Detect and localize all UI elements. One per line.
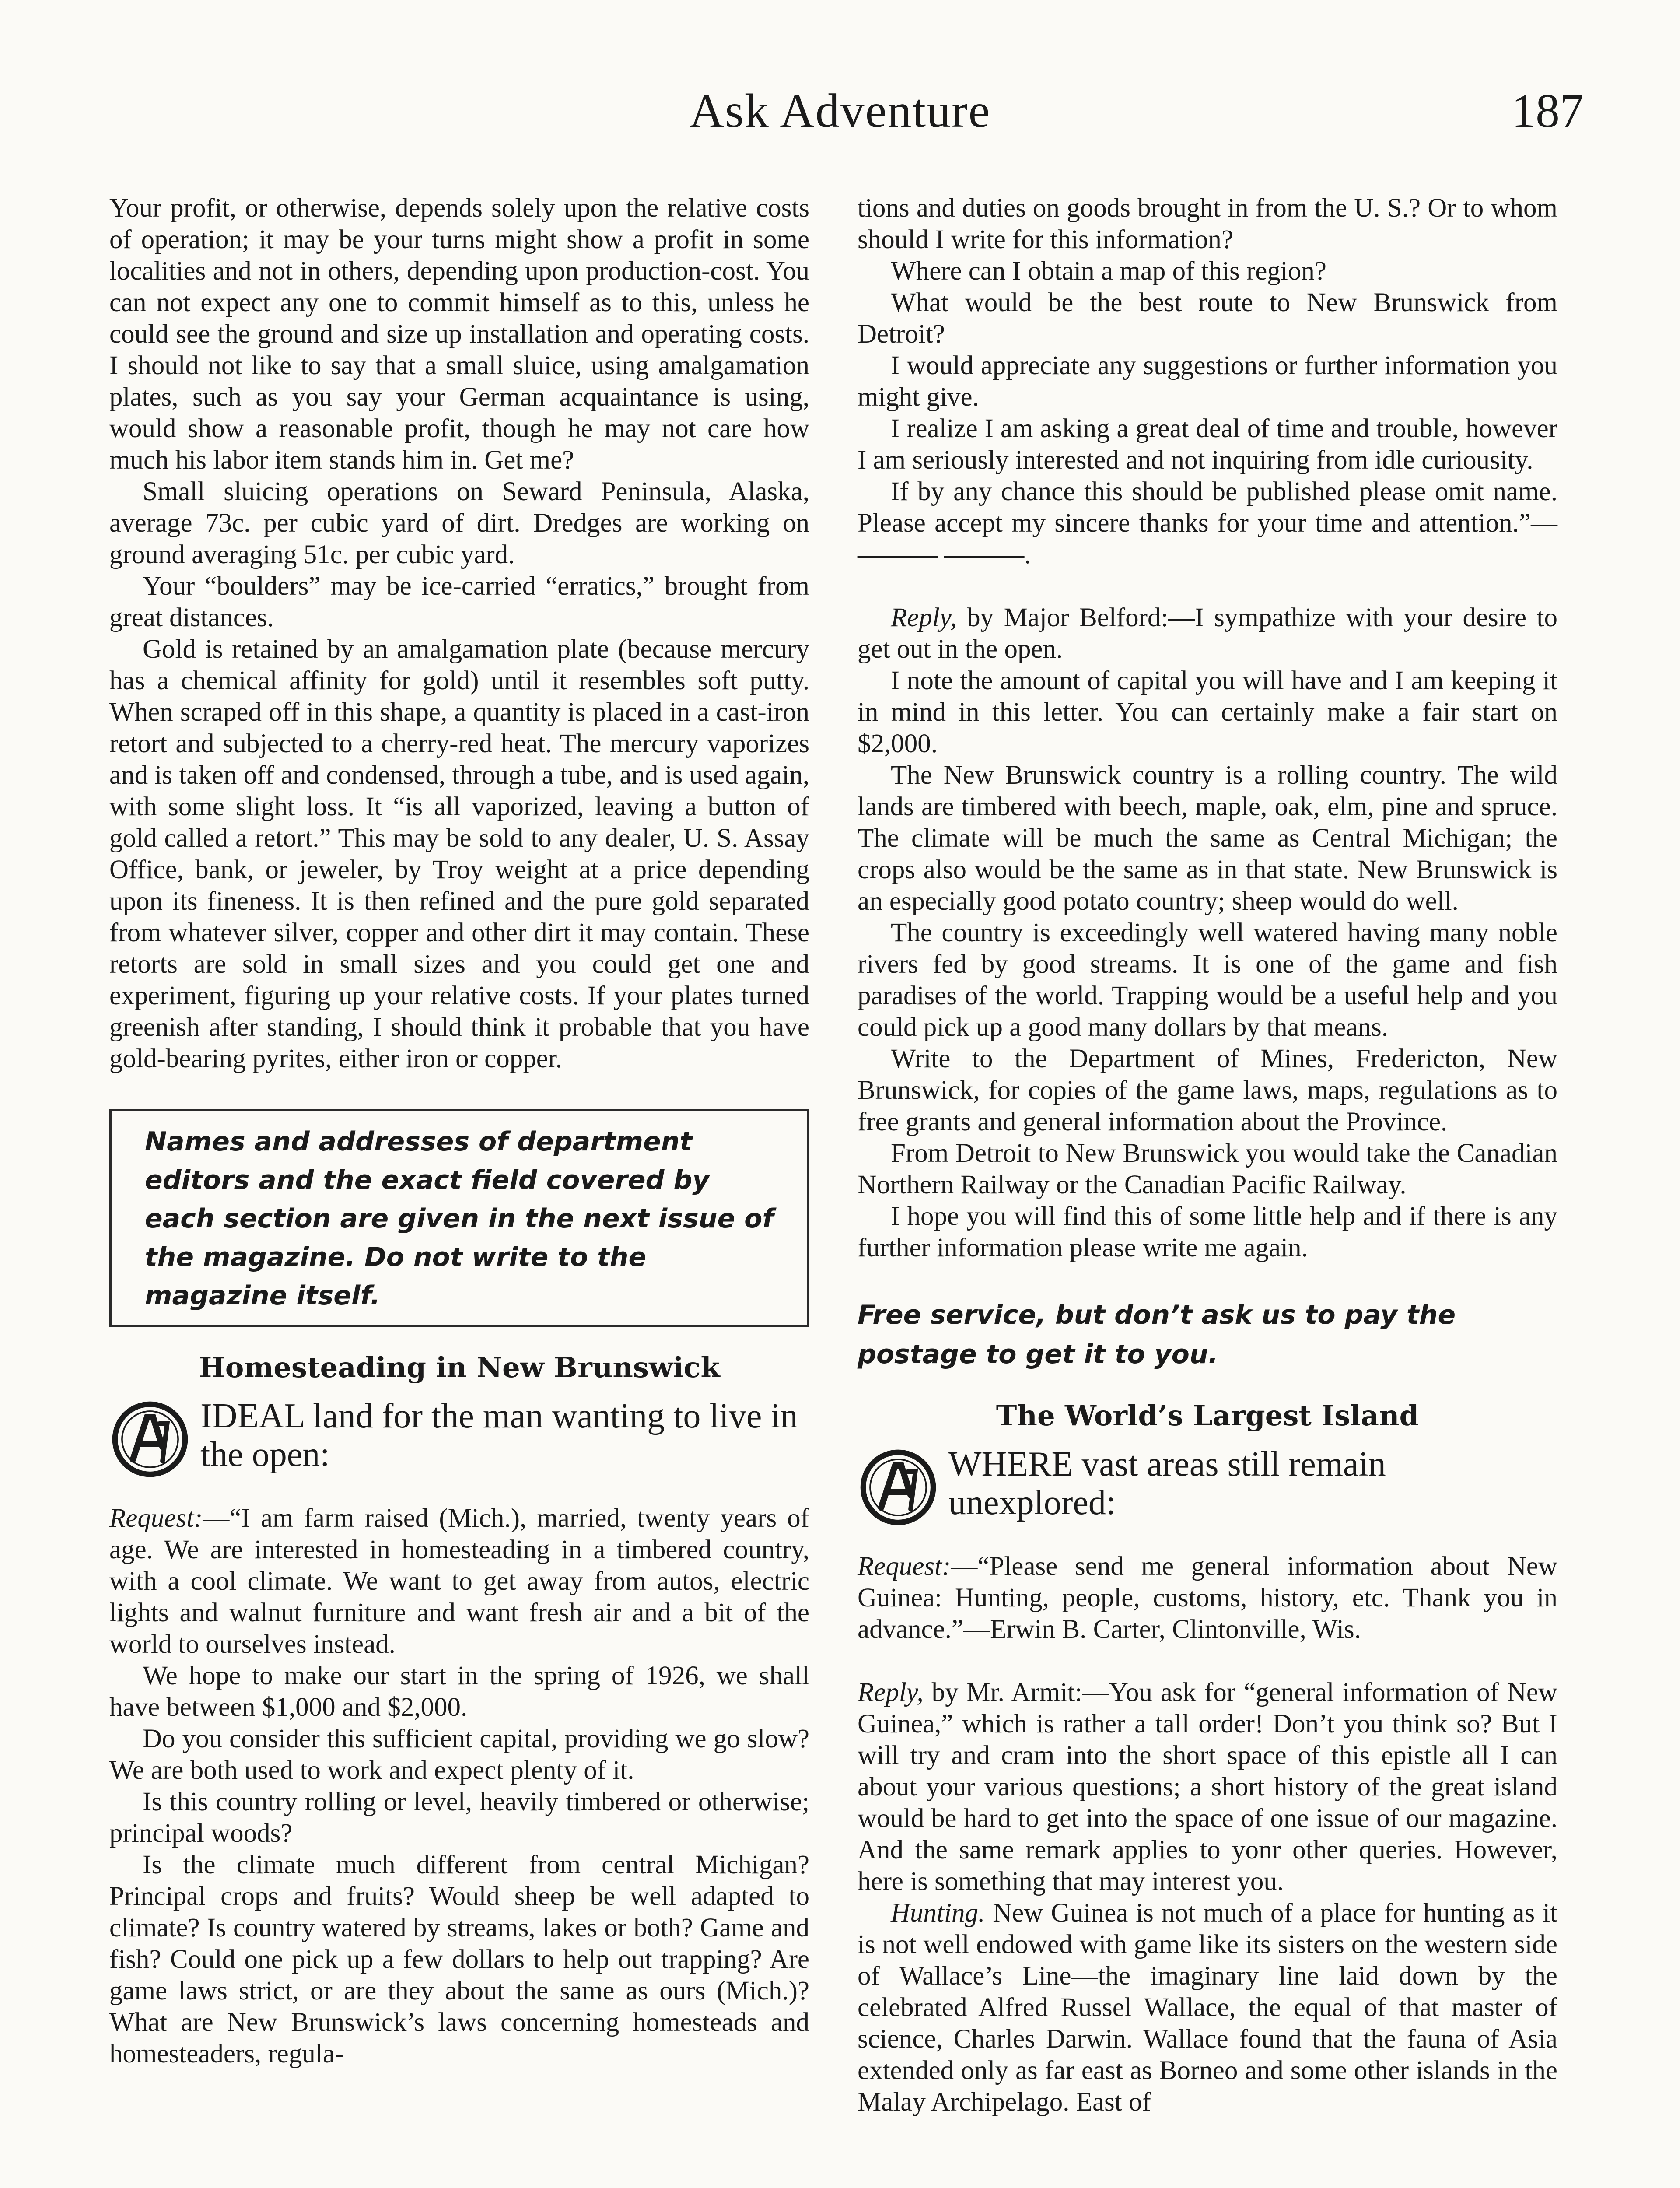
request-paragraph — [858, 1551, 1558, 1645]
reply-label: Reply, — [858, 1678, 924, 1707]
request-paragraph — [109, 1503, 809, 1660]
hunting-text: New Guinea is not much of a place for hunting as it is not well endowed with game like its sisters on the western side of Wallace’s Line—the imaginary line laid down by the celebrated Alfred Russel Wallace, the equal of that master of science, Charles Darwin. Wallace found that the fauna of Asia extended only as far east as Borneo and some other islands in the Malay Archipelago. East of — [858, 1898, 1558, 2117]
paragraph: I hope you will find this of some little help and if there is any further information please write me again. — [858, 1202, 1558, 1262]
reply-paragraph — [858, 1677, 1558, 1897]
running-header: Ask Adventure — [689, 84, 991, 137]
intro-text: IDEAL land for the man wanting to live in the open: — [200, 1397, 798, 1474]
paragraph: What would be the best route to New Brunswick from Detroit? — [858, 288, 1558, 349]
hunting-label: Hunting. — [891, 1898, 985, 1928]
ask-adventure-logo-icon — [859, 1448, 937, 1526]
spacer — [858, 571, 1558, 602]
paragraph: I realize I am asking a great deal of time and trouble, however I am seriously interested and not inquiring from idle curiousity. — [858, 414, 1558, 475]
paragraph: Is this country rolling or level, heavily timbered or otherwise; principal woods? — [109, 1787, 809, 1848]
request-label: Request: — [858, 1552, 951, 1581]
intro-text: WHERE vast areas still remain unexplored: — [948, 1445, 1386, 1522]
paragraph: Your profit, or otherwise, depends solely upon the relative costs of operation; it may be your turns might show a profit in some localities and not in others, depending upon production-cost. You can not expect any one to commit himself as to this, unless he could see the ground and size up installation and operating costs. I should not like to say that a small sluice, using amalgamation plates, such as you say your German acquaintance is using, would show a reasonable profit, though he may not care how much his labor item stands him in. Get me? — [109, 193, 809, 475]
reply-text: by Major Belford:—I sympathize with your desire to get out in the open. — [858, 603, 1558, 664]
reply-label: Reply, — [891, 603, 957, 632]
right-column — [858, 193, 1558, 2118]
reply-text: by Mr. Armit:—You ask for “general information of New Guinea,” which is rather a tall order! Don’t you think so? But I will try and cram into the short space of this epistle all I can about your various questions; a short history of the great island would be hard to get into the space of one issue of our magazine. And the same remark applies to yonr other queries. However, here is something that may interest you. — [858, 1678, 1558, 1896]
paragraph: We hope to make our start in the spring of 1926, we shall have between $1,000 and $2,000. — [109, 1661, 809, 1722]
paragraph: Gold is retained by an amalgamation plate (because mercury has a chemical affinity for gold) until it resembles soft putty. When scraped off in this shape, a quantity is placed in a cast-iron retort and subjected to a cherry-red heat. The mercury vaporizes and is taken off and condensed, through a tube, and is used again, with some slight loss. It “is all vaporized, leaving a button of gold called a retort.” This may be sold to any dealer, U. S. Assay Office, bank, or jeweler, by Troy weight at a price depending upon its fineness. It is then refined and the pure gold separated from whatever silver, copper and other dirt it may contain. These retorts are sold in small sizes and you could get one and experiment, figuring up your relative costs. If your plates turned greenish after standing, I should think it probable that you have gold-bearing pyrites, either iron or copper. — [109, 635, 809, 1073]
free-service-notice: Free service, but don’t ask us to pay the postage to get it to you. — [858, 1300, 1456, 1370]
page-number: 187 — [1512, 84, 1584, 137]
paragraph: Is the climate much different from central Michigan? Principal crops and fruits? Would sheep be well adapted to climate? Is country watered by streams, lakes or both? Game and fish? Could one pick up a few dollars to help out trapping? Are game laws strict, or are they about the same as ours (Mich.)? What are New Brunswick’s laws concerning homesteads and homesteaders, regula- — [109, 1850, 809, 2069]
paragraph: I note the amount of capital you will have and I am keeping it in mind in this letter. You can certainly make a fair start on $2,000. — [858, 666, 1558, 758]
section-heading: Homesteading in New Brunswick — [199, 1351, 720, 1384]
spacer — [858, 1645, 1558, 1677]
paragraph: Small sluicing operations on Seward Peninsula, Alaska, average 73c. per cubic yard of dirt. Dredges are working on ground averaging 51c. per cubic yard. — [109, 477, 809, 569]
paragraph: If by any chance this should be published please omit name. Please accept my sincere thanks for your time and attention.”— ——— ———. — [858, 477, 1558, 569]
paragraph: Do you consider this sufficient capital, providing we go slow? We are both used to work and expect plenty of it. — [109, 1724, 809, 1785]
paragraph: Your “boulders” may be ice-carried “erratics,” brought from great distances. — [109, 572, 809, 632]
paragraph: I would appreciate any suggestions or further information you might give. — [858, 351, 1558, 412]
paragraph: The country is exceedingly well watered having many noble rivers fed by good streams. It is one of the game and fish paradises of the world. Trapping would be a useful help and you could pick up a good many dollars by that means. — [858, 918, 1558, 1042]
paragraph: From Detroit to New Brunswick you would take the Canadian Northern Railway or the Canadian Pacific Railway. — [858, 1139, 1558, 1199]
section-intro — [858, 1445, 1558, 1526]
hunting-paragraph — [858, 1897, 1558, 2118]
section-heading: The World’s Largest Island — [996, 1399, 1419, 1432]
paragraph: Write to the Department of Mines, Fredericton, New Brunswick, for copies of the game laws, maps, regulations as to free grants and general information about the Province. — [858, 1044, 1558, 1136]
request-label: Request: — [109, 1504, 203, 1533]
request-text: —“Please send me general information about New Guinea: Hunting, people, customs, history, etc. Thank you in advance.”—Erwin B. Carter, Clintonville, Wis. — [858, 1552, 1558, 1644]
paragraph: Where can I obtain a map of this region? — [891, 256, 1326, 286]
request-text: —“I am farm raised (Mich.), married, twenty years of age. We are interested in homesteading in a timbered country, with a cool climate. We want to get away from autos, electric lights and walnut furniture and want fresh air and a bit of the world to ourselves instead. — [109, 1504, 809, 1659]
paragraph: tions and duties on goods brought in from the U. S.? Or to whom should I write for this information? — [858, 193, 1558, 254]
section-intro — [109, 1397, 809, 1478]
notice-box: Names and addresses of department editors and the exact field covered by each section are given in the next issue of the magazine. Do not write to the magazine itself. — [109, 1109, 809, 1327]
reply-paragraph — [858, 602, 1558, 665]
left-column — [109, 193, 809, 2070]
paragraph: The New Brunswick country is a rolling country. The wild lands are timbered with beech, maple, oak, elm, pine and spruce. The climate will be much the same as Central Michigan; the crops also would be the same as in that state. New Brunswick is an especially good potato country; sheep would do well. — [858, 761, 1558, 916]
ask-adventure-logo-icon — [111, 1400, 189, 1478]
